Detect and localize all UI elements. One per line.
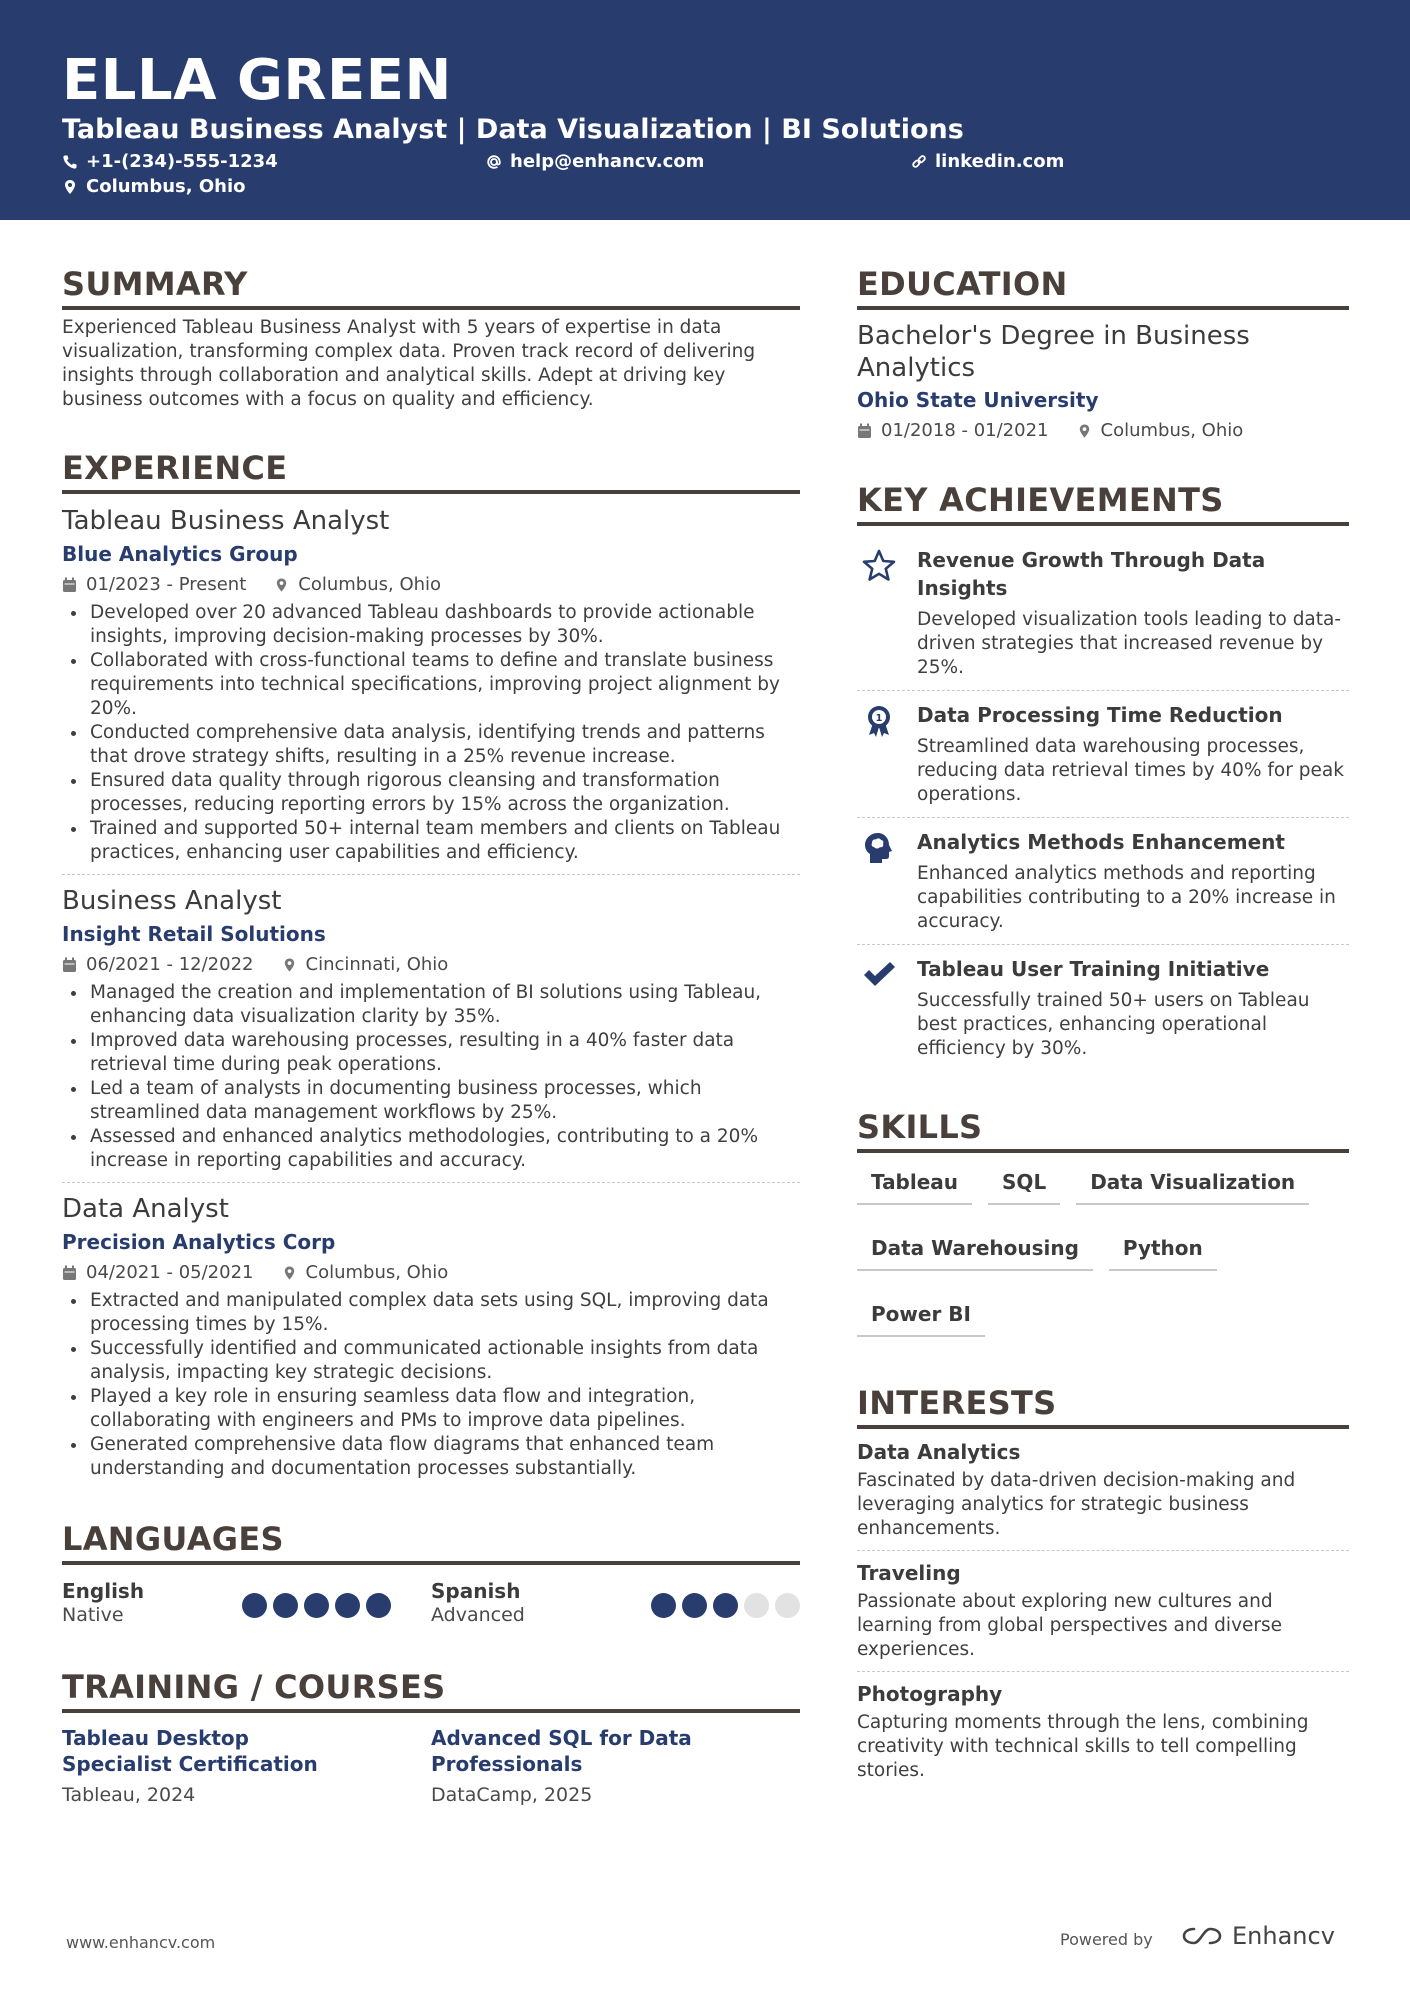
job-entry — [62, 504, 800, 865]
rating-dot-filled — [242, 1593, 267, 1618]
contact-linkedin[interactable] — [911, 150, 1064, 174]
section-title-achievements: KEY ACHIEVEMENTS — [857, 478, 1349, 526]
enhancv-logo-icon — [1180, 1924, 1224, 1948]
section-title-training: TRAINING / COURSES — [62, 1665, 800, 1713]
at-sign-icon — [486, 154, 502, 170]
achievement-item — [857, 691, 1349, 817]
calendar-icon — [62, 1265, 77, 1281]
phone-icon — [62, 154, 78, 170]
job-meta — [62, 952, 800, 978]
achievement-desc: Successfully trained 50+ users on Tableau best practices, enhancing operational efficiency by 30%. — [917, 990, 1310, 1059]
section-title-summary: SUMMARY — [62, 262, 800, 310]
section-title-experience: EXPERIENCE — [62, 446, 800, 494]
rating-dot-filled — [304, 1593, 329, 1618]
achievement-title: Tableau User Training Initiative — [917, 957, 1270, 981]
section-title-skills: SKILLS — [857, 1105, 1349, 1153]
company-name: Insight Retail Solutions — [62, 922, 326, 946]
svg-text:1: 1 — [875, 713, 883, 724]
section-title-languages: LANGUAGES — [62, 1517, 800, 1565]
head-brain-icon — [861, 830, 897, 866]
interest-title: Traveling — [857, 1561, 961, 1585]
linkedin-text: linkedin.com — [935, 151, 1065, 172]
job-entry — [62, 884, 800, 1173]
interests-section — [857, 1381, 1349, 1783]
location-pin-icon — [282, 1265, 297, 1281]
job-meta — [62, 572, 800, 598]
language-rating — [242, 1593, 391, 1618]
rating-dot-empty — [744, 1593, 769, 1618]
course-meta: Tableau, 2024 — [62, 1784, 196, 1806]
interest-item — [857, 1681, 1349, 1783]
phone-text: +1-(234)-555-1234 — [86, 151, 278, 172]
location-pin-icon — [1077, 423, 1092, 439]
award-ribbon-icon — [861, 703, 897, 739]
rating-dot-filled — [713, 1593, 738, 1618]
skill-tag: Python — [1109, 1231, 1217, 1271]
job-meta — [62, 1260, 800, 1286]
candidate-headline: Tableau Business Analyst | Data Visualization | BI Solutions — [62, 114, 964, 145]
job-bullets — [62, 981, 800, 1173]
rating-dot-filled — [273, 1593, 298, 1618]
job-location: Cincinnati, Ohio — [305, 954, 449, 975]
job-title: Business Analyst — [62, 886, 282, 916]
education-meta — [857, 418, 1349, 444]
achievement-item — [857, 945, 1349, 1071]
skill-tag: Data Visualization — [1076, 1165, 1309, 1205]
bullet-item: Generated comprehensive data flow diagrams that enhanced team understanding and documentation processes substantially. — [62, 1433, 800, 1481]
divider — [857, 1671, 1349, 1672]
rating-dot-filled — [651, 1593, 676, 1618]
section-title-education: EDUCATION — [857, 262, 1349, 310]
job-title: Data Analyst — [62, 1194, 229, 1224]
course-meta: DataCamp, 2025 — [431, 1784, 593, 1806]
interest-desc: Capturing moments through the lens, combining creativity with technical skills to tell compelling stories. — [857, 1712, 1309, 1781]
calendar-icon — [62, 577, 77, 593]
education-dates: 01/2018 - 01/2021 — [881, 420, 1049, 441]
job-bullets — [62, 1289, 800, 1481]
rating-dot-empty — [775, 1593, 800, 1618]
right-column — [857, 262, 1349, 1783]
bullet-item: Led a team of analysts in documenting business processes, which streamlined data management workflows by 25%. — [62, 1077, 800, 1125]
job-dates: 06/2021 - 12/2022 — [86, 954, 254, 975]
summary-text: Experienced Tableau Business Analyst with 5 years of expertise in data visualization, transforming complex data. Proven track record of delivering insights through collaboration and analytical skills. Adept at driving key business outcomes with a focus on quality and efficiency. — [62, 317, 756, 410]
skills-list — [857, 1165, 1349, 1337]
course-item — [62, 1725, 431, 1808]
interest-title: Photography — [857, 1682, 1003, 1706]
location-pin-icon — [62, 179, 78, 195]
job-location: Columbus, Ohio — [305, 1262, 449, 1283]
divider — [62, 874, 800, 875]
location-pin-icon — [274, 577, 289, 593]
achievement-item — [857, 536, 1349, 690]
bullet-item: Extracted and manipulated complex data sets using SQL, improving data processing times by 15%. — [62, 1289, 800, 1337]
languages-section — [62, 1517, 800, 1627]
bullet-item: Assessed and enhanced analytics methodologies, contributing to a 20% increase in reporting capabilities and accuracy. — [62, 1125, 800, 1173]
rating-dot-filled — [335, 1593, 360, 1618]
left-column — [62, 262, 800, 1808]
footer-powered-label: Powered by — [1060, 1930, 1153, 1949]
interest-desc: Fascinated by data-driven decision-making and leveraging analytics for strategic business enhancements. — [857, 1470, 1296, 1539]
course-title: Tableau Desktop Specialist Certification — [62, 1726, 318, 1776]
experience-section — [62, 446, 800, 1481]
calendar-icon — [857, 423, 872, 439]
skills-section — [857, 1105, 1349, 1337]
candidate-name: ELLA GREEN — [62, 48, 452, 113]
job-title: Tableau Business Analyst — [62, 506, 390, 536]
rating-dot-filled — [366, 1593, 391, 1618]
divider — [62, 1182, 800, 1183]
course-title: Advanced SQL for Data Professionals — [431, 1726, 692, 1776]
school-name: Ohio State University — [857, 388, 1099, 412]
achievements-section — [857, 478, 1349, 1071]
job-bullets — [62, 601, 800, 865]
language-item — [431, 1579, 800, 1627]
summary-section — [62, 262, 800, 412]
checkmark-icon — [861, 957, 897, 993]
skill-tag: SQL — [988, 1165, 1060, 1205]
education-section — [857, 262, 1349, 444]
calendar-icon — [62, 957, 77, 973]
job-dates: 01/2023 - Present — [86, 574, 247, 595]
section-title-interests: INTERESTS — [857, 1381, 1349, 1429]
company-name: Blue Analytics Group — [62, 542, 298, 566]
location-pin-icon — [282, 957, 297, 973]
bullet-item: Played a key role in ensuring seamless data flow and integration, collaborating with engineers and PMs to improve data pipelines. — [62, 1385, 800, 1433]
email-text: help@enhancv.com — [510, 151, 705, 172]
star-icon — [861, 548, 897, 584]
contact-email[interactable] — [486, 150, 704, 174]
achievement-title: Analytics Methods Enhancement — [917, 830, 1285, 854]
language-level: Advanced — [431, 1604, 525, 1626]
company-name: Precision Analytics Corp — [62, 1230, 336, 1254]
link-icon — [911, 154, 927, 170]
course-item — [431, 1725, 800, 1808]
job-dates: 04/2021 - 05/2021 — [86, 1262, 254, 1283]
education-location: Columbus, Ohio — [1100, 420, 1244, 441]
divider — [857, 1550, 1349, 1551]
bullet-item: Managed the creation and implementation of BI solutions using Tableau, enhancing data visualization clarity by 35%. — [62, 981, 800, 1029]
footer-brand-logo[interactable] — [1180, 1922, 1335, 1950]
interest-title: Data Analytics — [857, 1440, 1021, 1464]
interest-desc: Passionate about exploring new cultures and learning from global perspectives and diverse experiences. — [857, 1591, 1283, 1660]
language-name: Spanish — [431, 1579, 521, 1603]
resume-header — [0, 0, 1410, 220]
contact-phone[interactable] — [62, 150, 278, 174]
achievement-desc: Streamlined data warehousing processes, reducing data retrieval times by 40% for peak operations. — [917, 736, 1344, 805]
skill-tag: Data Warehousing — [857, 1231, 1093, 1271]
contact-location — [62, 175, 246, 199]
bullet-item: Ensured data quality through rigorous cleansing and transformation processes, reducing reporting errors by 15% across the organization. — [62, 769, 800, 817]
language-rating — [651, 1593, 800, 1618]
bullet-item: Improved data warehousing processes, resulting in a 40% faster data retrieval time during peak operations. — [62, 1029, 800, 1077]
achievement-desc: Enhanced analytics methods and reporting capabilities contributing to a 20% increase in accuracy. — [917, 863, 1336, 932]
language-item — [62, 1579, 431, 1627]
degree-title: Bachelor's Degree in Business Analytics — [857, 321, 1250, 383]
skill-tag: Tableau — [857, 1165, 972, 1205]
rating-dot-filled — [682, 1593, 707, 1618]
achievement-desc: Developed visualization tools leading to data-driven strategies that increased revenue by 25%. — [917, 609, 1342, 678]
interest-item — [857, 1560, 1349, 1662]
bullet-item: Collaborated with cross-functional teams to define and translate business requirements into technical specifications, improving project alignment by 20%. — [62, 649, 800, 721]
interest-item — [857, 1439, 1349, 1541]
language-level: Native — [62, 1604, 124, 1626]
job-entry — [62, 1192, 800, 1481]
bullet-item: Successfully identified and communicated actionable insights from data analysis, impacting key strategic decisions. — [62, 1337, 800, 1385]
achievement-item — [857, 818, 1349, 944]
achievement-title: Data Processing Time Reduction — [917, 703, 1283, 727]
brand-name: Enhancv — [1232, 1922, 1335, 1950]
training-section — [62, 1665, 800, 1808]
job-location: Columbus, Ohio — [298, 574, 442, 595]
skill-tag: Power BI — [857, 1297, 985, 1337]
location-text: Columbus, Ohio — [86, 176, 246, 197]
language-name: English — [62, 1579, 145, 1603]
bullet-item: Trained and supported 50+ internal team members and clients on Tableau practices, enhancing user capabilities and efficiency. — [62, 817, 800, 865]
achievement-title: Revenue Growth Through Data Insights — [917, 548, 1266, 600]
bullet-item: Developed over 20 advanced Tableau dashboards to provide actionable insights, improving decision-making processes by 30%. — [62, 601, 800, 649]
bullet-item: Conducted comprehensive data analysis, identifying trends and patterns that drove strategy shifts, resulting in a 25% revenue increase. — [62, 721, 800, 769]
footer-website[interactable]: www.enhancv.com — [66, 1933, 216, 1952]
